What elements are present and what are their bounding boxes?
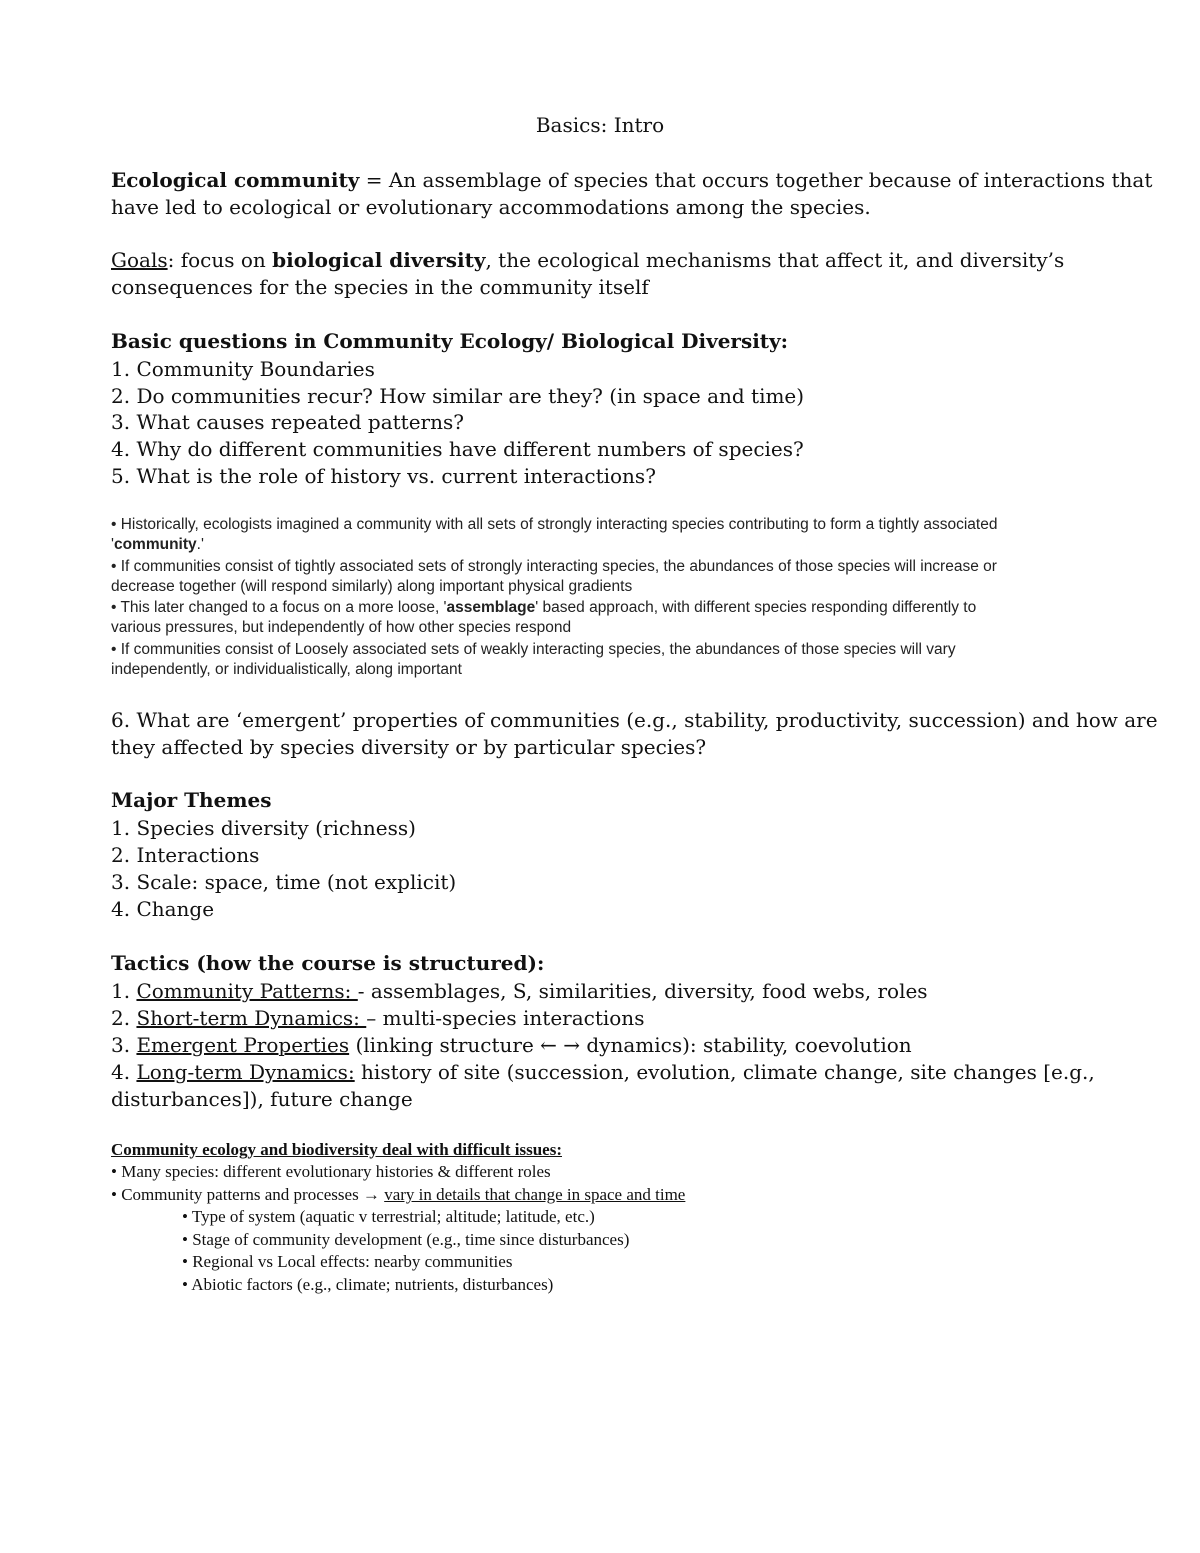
tactic-label: Emergent Properties	[136, 1033, 350, 1057]
tactic-label: Community Patterns:	[136, 979, 358, 1003]
bullet-2-line-1: • If communities consist of tightly associated sets of strongly interacting species, the abundances of those species will increase or	[111, 558, 997, 575]
tactic-number: 1.	[111, 979, 137, 1003]
goals-label: Goals	[111, 248, 168, 272]
theme-item: 1. Species diversity (richness)	[111, 816, 416, 840]
question-6-line-1: 6. What are ‘emergent’ properties of communities (e.g., stability, productivity, succession) and how are	[111, 708, 1158, 732]
tactic-number: 3.	[111, 1033, 137, 1057]
bullet-3-post: ' based approach, with different species responding differently to	[535, 599, 977, 616]
question-item: 3. What causes repeated patterns?	[111, 410, 464, 434]
bullet-3-bold: assemblage	[446, 599, 536, 616]
difficult-bullet-1: • Many species: different evolutionary histories & different roles	[111, 1162, 551, 1181]
sub-bullet: • Regional vs Local effects: nearby communities	[182, 1252, 513, 1271]
bullet-4-line-2: independently, or individualistically, along important	[111, 661, 462, 678]
tactic-description: - assemblages, S, similarities, diversity, food webs, roles	[357, 979, 928, 1003]
difficult-issues-heading: Community ecology and biodiversity deal with difficult issues:	[111, 1140, 562, 1159]
quote-open: '	[111, 536, 114, 553]
tactic-number: 2.	[111, 1006, 137, 1030]
question-item: 2. Do communities recur? How similar are they? (in space and time)	[111, 384, 805, 408]
tactic-1	[111, 978, 928, 1005]
quote-close: .'	[196, 536, 204, 553]
bullet-1-line-1: • Historically, ecologists imagined a community with all sets of strongly interacting species contributing to form a tightly associated	[111, 516, 998, 533]
goals-line-2: consequences for the species in the community itself	[111, 275, 649, 299]
tactic-2	[111, 1005, 644, 1032]
question-item: 4. Why do different communities have different numbers of species?	[111, 437, 804, 461]
page-title: Basics: Intro	[535, 113, 665, 137]
question-item: 5. What is the role of history vs. current interactions?	[111, 464, 656, 488]
bullet-3-pre: • This later changed to a focus on a more loose, '	[111, 599, 447, 616]
difficult-bullet-2-pre: • Community patterns and processes →	[111, 1185, 385, 1204]
sub-bullet: • Abiotic factors (e.g., climate; nutrients, disturbances)	[182, 1275, 554, 1294]
tactic-4	[111, 1059, 1095, 1086]
tactic-description: history of site (succession, evolution, climate change, site changes [e.g.,	[354, 1060, 1095, 1084]
theme-item: 3. Scale: space, time (not explicit)	[111, 870, 457, 894]
bullet-2-line-2: decrease together (will respond similarly) along important physical gradients	[111, 578, 633, 595]
theme-item: 2. Interactions	[111, 843, 260, 867]
bullet-4-line-1: • If communities consist of Loosely associated sets of weakly interacting species, the abundances of those species will vary	[111, 641, 956, 658]
definition-line-1	[111, 167, 1152, 194]
goals-bold: biological diversity	[272, 248, 486, 272]
goals-pre: : focus on	[167, 248, 273, 272]
difficult-bullet-2-underlined: vary in details that change in space and time	[384, 1185, 686, 1204]
tactic-label: Short-term Dynamics:	[136, 1006, 367, 1030]
major-themes-heading: Major Themes	[111, 788, 272, 812]
tactic-number: 4.	[111, 1060, 137, 1084]
bullet-1-bold: community	[113, 536, 197, 553]
definition-text-2: have led to ecological or evolutionary accommodations among the species.	[111, 195, 871, 219]
question-6-line-2: they affected by species diversity or by particular species?	[111, 735, 707, 759]
question-item: 1. Community Boundaries	[111, 357, 375, 381]
bullet-1-line-2	[111, 535, 204, 556]
tactic-label: Long-term Dynamics:	[136, 1060, 355, 1084]
difficult-bullet-2	[111, 1184, 685, 1207]
theme-item: 4. Change	[111, 897, 215, 921]
definition-term: Ecological community	[111, 168, 360, 192]
tactic-description: (linking structure ← → dynamics): stability, coevolution	[349, 1033, 912, 1057]
goals-post: , the ecological mechanisms that affect it, and diversity’s	[485, 248, 1065, 272]
goals-line-1	[111, 247, 1064, 274]
sub-bullet: • Stage of community development (e.g., time since disturbances)	[182, 1230, 630, 1249]
bullet-3-line-2: various pressures, but independently of how other species respond	[111, 619, 572, 636]
tactic-3	[111, 1032, 912, 1059]
bullet-3-line-1	[111, 598, 976, 619]
tactic-description: – multi-species interactions	[366, 1006, 645, 1030]
tactic-4-line-2: disturbances]), future change	[111, 1087, 413, 1111]
basic-questions-heading: Basic questions in Community Ecology/ Biological Diversity:	[111, 329, 789, 353]
tactics-heading: Tactics (how the course is structured):	[111, 951, 545, 975]
definition-text-1: = An assemblage of species that occurs together because of interactions that	[359, 168, 1153, 192]
sub-bullet: • Type of system (aquatic v terrestrial; altitude; latitude, etc.)	[182, 1207, 595, 1226]
